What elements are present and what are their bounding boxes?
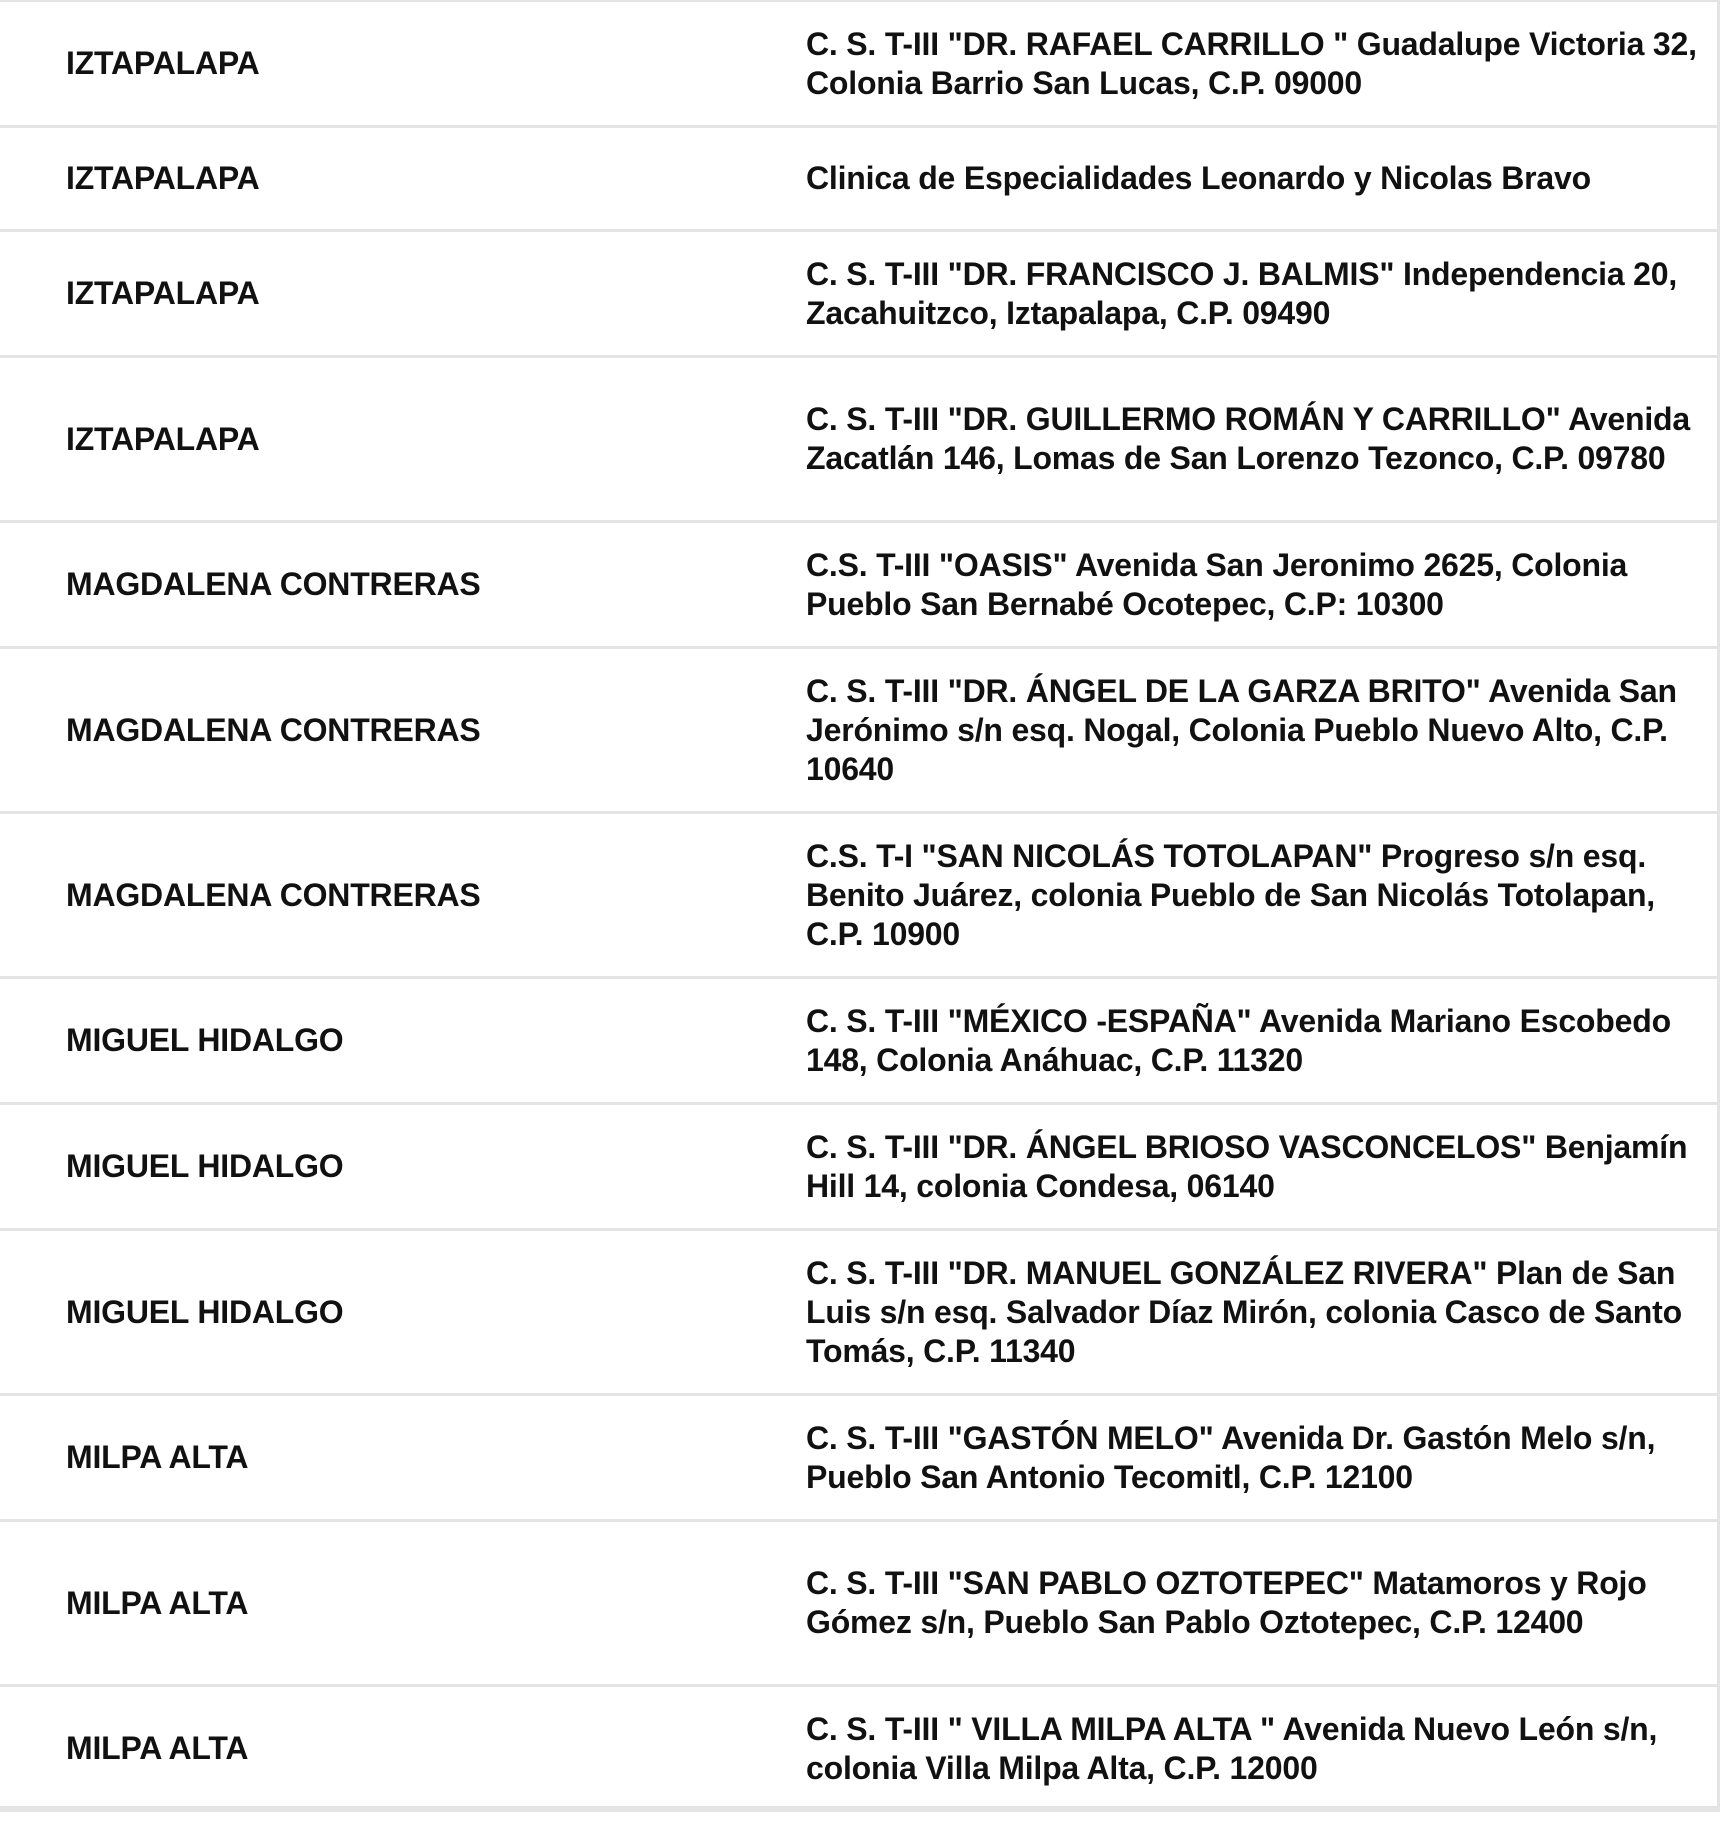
table-row (0, 357, 1717, 522)
municipio-cell: MIGUEL HIDALGO (66, 1022, 344, 1058)
table-row (0, 2, 1717, 127)
municipio-cell: IZTAPALAPA (66, 420, 260, 457)
municipio-cell: MAGDALENA CONTRERAS (66, 566, 481, 602)
clinica-cell: C. S. T-III "GASTÓN MELO" Avenida Dr. Gastón Melo s/n, Pueblo San Antonio Tecomitl, C.P. 12100 (806, 1419, 1656, 1495)
clinica-cell: C.S. T-III "OASIS" Avenida San Jeronimo 2625, Colonia Pueblo San Bernabé Ocotepec, C.P: 10300 (806, 546, 1628, 622)
clinica-cell: C. S. T-III "DR. MANUEL GONZÁLEZ RIVERA" Plan de San Luis s/n esq. Salvador Díaz Mirón, colonia Casco de Santo Tomás, C.P. 11340 (806, 1254, 1682, 1369)
table-row (0, 522, 1717, 648)
clinica-cell: C. S. T-III "DR. ÁNGEL DE LA GARZA BRITO" Avenida San Jerónimo s/n esq. Nogal, Colonia Pueblo Nuevo Alto, C.P. 10640 (806, 672, 1677, 787)
table-row (0, 1230, 1717, 1395)
clinica-cell: C. S. T-III "DR. RAFAEL CARRILLO " Guadalupe Victoria 32, Colonia Barrio San Lucas, C.P. 09000 (806, 25, 1697, 101)
municipio-cell: IZTAPALAPA (66, 45, 260, 81)
clinica-cell: C. S. T-III "DR. ÁNGEL BRIOSO VASCONCELOS" Benjamín Hill 14, colonia Condesa, 06140 (806, 1128, 1688, 1204)
municipio-cell: MILPA ALTA (66, 1439, 249, 1475)
table-row (0, 648, 1717, 813)
clinics-table (0, 2, 1717, 1810)
table-row (0, 1395, 1717, 1521)
municipio-cell: MILPA ALTA (66, 1730, 249, 1766)
table-row (0, 127, 1717, 231)
municipio-cell: IZTAPALAPA (66, 160, 260, 196)
clinica-cell: C. S. T-III "SAN PABLO OZTOTEPEC" Matamoros y Rojo Gómez s/n, Pueblo San Pablo Oztotepec, C.P. 12400 (806, 1565, 1647, 1640)
municipio-cell: MIGUEL HIDALGO (66, 1148, 344, 1184)
clinica-cell: C. S. T-III "DR. FRANCISCO J. BALMIS" Independencia 20, Zacahuitzco, Iztapalapa, C.P. 09490 (806, 255, 1678, 331)
clinica-cell: C.S. T-I "SAN NICOLÁS TOTOLAPAN" Progreso s/n esq. Benito Juárez, colonia Pueblo de San Nicolás Totolapan, C.P. 10900 (806, 837, 1656, 952)
table-row (0, 1521, 1717, 1686)
table-row (0, 813, 1717, 978)
municipio-cell: MAGDALENA CONTRERAS (66, 876, 481, 913)
municipio-cell: IZTAPALAPA (66, 275, 260, 311)
clinica-cell: C. S. T-III "MÉXICO -ESPAÑA" Avenida Mariano Escobedo 148, Colonia Anáhuac, C.P. 11320 (806, 1002, 1671, 1078)
clinica-cell: C. S. T-III " VILLA MILPA ALTA " Avenida Nuevo León s/n, colonia Villa Milpa Alta, C.P. 12000 (806, 1710, 1658, 1786)
table-row (0, 1104, 1717, 1230)
table-row (0, 231, 1717, 357)
table-row (0, 1686, 1717, 1811)
municipio-cell: MILPA ALTA (66, 1584, 249, 1621)
clinica-cell: C. S. T-III "DR. GUILLERMO ROMÁN Y CARRILLO" Avenida Zacatlán 146, Lomas de San Lorenzo Tezonco, C.P. 09780 (806, 401, 1690, 476)
table-row (0, 978, 1717, 1104)
municipio-cell: MAGDALENA CONTRERAS (66, 711, 481, 748)
clinica-cell: Clinica de Especialidades Leonardo y Nicolas Bravo (806, 160, 1591, 196)
municipio-cell: MIGUEL HIDALGO (66, 1293, 344, 1330)
